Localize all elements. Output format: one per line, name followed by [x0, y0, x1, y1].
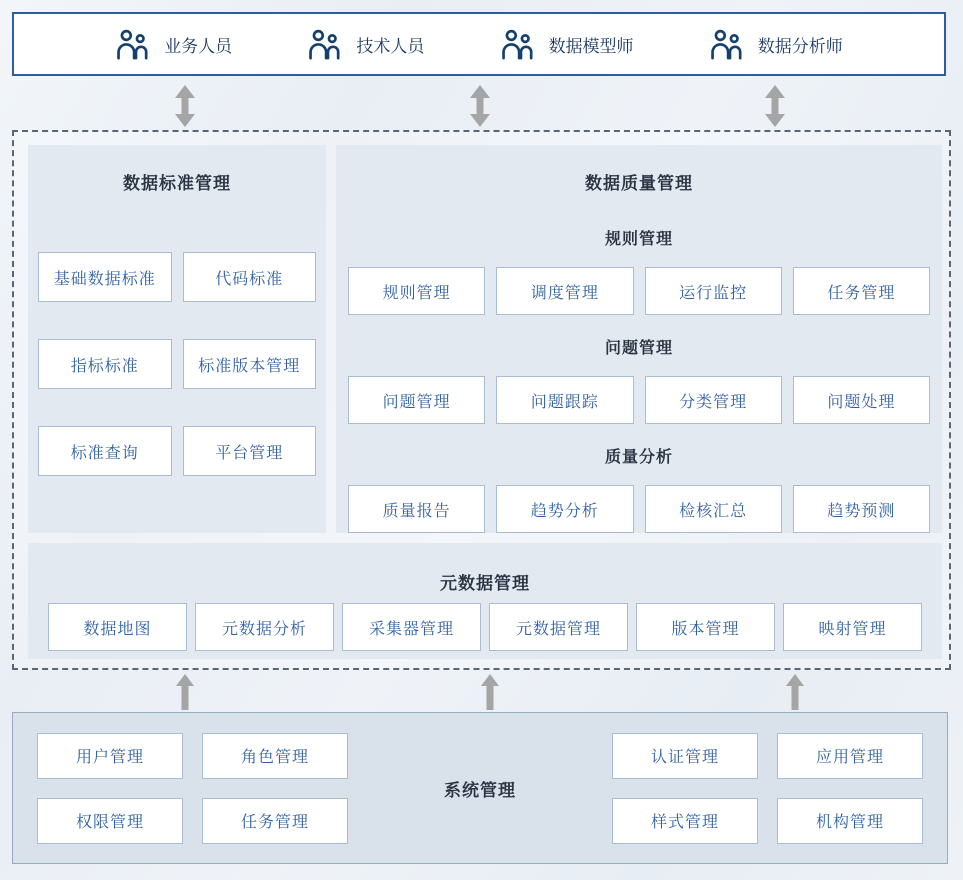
users-icon	[115, 28, 149, 60]
panel-title: 元数据管理	[440, 574, 530, 593]
panel-system	[12, 712, 948, 864]
role-label: 数据模型师	[548, 36, 634, 56]
double-vertical-arrow-icon	[764, 85, 786, 127]
module-button[interactable]: 问题跟踪	[496, 376, 633, 424]
role-data-analyst	[709, 28, 843, 60]
standard-button-grid	[28, 252, 326, 476]
up-arrow-icon	[785, 674, 805, 710]
module-button[interactable]: 样式管理	[612, 798, 758, 844]
module-button[interactable]: 权限管理	[37, 798, 183, 844]
role-label: 业务人员	[164, 36, 233, 56]
module-button[interactable]: 调度管理	[496, 267, 633, 315]
panel-title: 数据标准管理	[123, 174, 231, 193]
panel-data-standard	[28, 145, 326, 533]
module-button[interactable]: 认证管理	[612, 733, 758, 779]
users-icon	[500, 28, 534, 60]
module-button[interactable]: 版本管理	[636, 603, 775, 651]
up-arrow-icon	[480, 674, 500, 710]
users-icon	[709, 28, 743, 60]
double-vertical-arrow-icon	[469, 85, 491, 127]
quality-row	[336, 485, 942, 533]
quality-row	[336, 267, 942, 315]
role-label: 数据分析师	[757, 36, 843, 56]
users-icon	[307, 28, 341, 60]
up-arrow-icon	[175, 674, 195, 710]
module-button[interactable]: 检核汇总	[645, 485, 782, 533]
module-button[interactable]: 应用管理	[777, 733, 923, 779]
module-button[interactable]: 规则管理	[348, 267, 485, 315]
panel-title: 数据质量管理	[585, 174, 693, 193]
system-left-grid	[37, 733, 348, 844]
module-button[interactable]: 数据地图	[48, 603, 187, 651]
metadata-row	[28, 603, 942, 651]
module-button[interactable]: 基础数据标准	[38, 252, 172, 302]
module-button[interactable]: 质量报告	[348, 485, 485, 533]
group-title: 质量分析	[604, 449, 673, 466]
role-business-user	[115, 28, 232, 60]
module-button[interactable]: 标准查询	[38, 426, 172, 476]
module-button[interactable]: 角色管理	[202, 733, 348, 779]
double-vertical-arrow-icon	[174, 85, 196, 127]
module-button[interactable]: 任务管理	[793, 267, 930, 315]
module-button[interactable]: 指标标准	[38, 339, 172, 389]
module-button[interactable]: 映射管理	[783, 603, 922, 651]
module-button[interactable]: 运行监控	[645, 267, 782, 315]
role-label: 技术人员	[356, 36, 425, 56]
module-button[interactable]: 采集器管理	[342, 603, 481, 651]
system-right-grid	[612, 733, 923, 844]
module-button[interactable]: 用户管理	[37, 733, 183, 779]
platform-modules-container	[12, 130, 951, 670]
panel-data-quality	[336, 145, 942, 533]
module-button[interactable]: 机构管理	[777, 798, 923, 844]
quality-row	[336, 376, 942, 424]
module-button[interactable]: 元数据分析	[195, 603, 334, 651]
module-button[interactable]: 标准版本管理	[183, 339, 317, 389]
module-button[interactable]: 平台管理	[183, 426, 317, 476]
panel-metadata	[28, 543, 942, 659]
group-title: 问题管理	[604, 340, 673, 357]
module-button[interactable]: 任务管理	[202, 798, 348, 844]
module-button[interactable]: 分类管理	[645, 376, 782, 424]
module-button[interactable]: 趋势分析	[496, 485, 633, 533]
module-button[interactable]: 代码标准	[183, 252, 317, 302]
roles-bar	[12, 12, 946, 76]
panel-title: 系统管理	[444, 780, 516, 800]
module-button[interactable]: 元数据管理	[489, 603, 628, 651]
module-button[interactable]: 问题处理	[793, 376, 930, 424]
role-technical-user	[307, 28, 424, 60]
module-button[interactable]: 问题管理	[348, 376, 485, 424]
module-button[interactable]: 趋势预测	[793, 485, 930, 533]
group-title: 规则管理	[604, 231, 673, 248]
role-data-modeler	[500, 28, 634, 60]
